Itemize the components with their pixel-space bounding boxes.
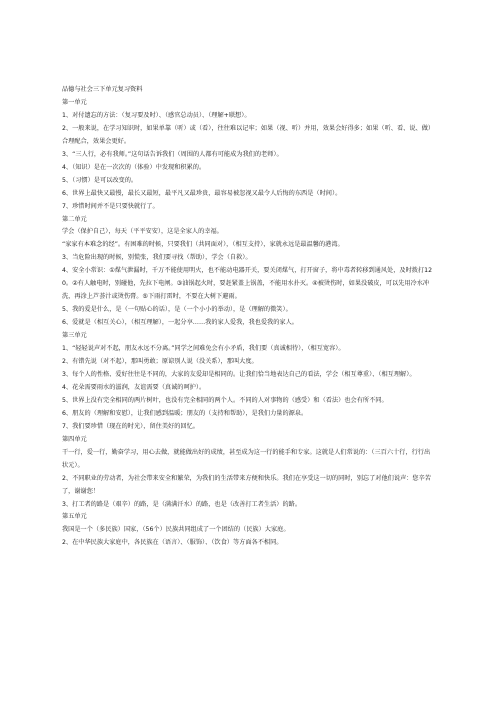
unit-heading: 第一单元 xyxy=(62,98,87,106)
unit-item: 6、朋友的（理解和安慰），让我们感到温暖；朋友的（支持和帮助），是我们力量的源泉。 xyxy=(62,409,308,417)
unit-item: 3、“三人行，必有我师。”这句话告诉我们（周围的人都有可能成为我们的老师）。 xyxy=(62,150,283,158)
unit-heading: 第四单元 xyxy=(62,435,87,443)
document-body xyxy=(62,84,436,550)
document-title: 品德与社会三下单元复习资料 xyxy=(62,86,143,93)
unit-item: 学会（保护自己），每天（平平安安），这是全家人的幸福。 xyxy=(62,228,223,236)
unit-item: 1、对付遗忘的方法：（复习要及时）、（感官总动员）、（理解+联想）。 xyxy=(62,111,251,119)
unit-item: 干一行，爱一行，勤奋学习，用心去做，就能做出好的成绩，甚至成为这一行的能手和专家。这就是人们常说的：（三百六十行，行行出状元）。 xyxy=(62,448,431,469)
unit-item: 4、花朵需要雨水的滋润，友谊需要（真诚的呵护）。 xyxy=(62,383,206,391)
unit-heading: 第三单元 xyxy=(62,332,87,340)
unit-item: 7、珍惜时间并不是只要快就行了。 xyxy=(62,202,159,210)
unit-item: 2、在中华民族大家庭中，各民族在（语言）、（服饰）、（饮食）等方面各不相同。 xyxy=(62,539,283,547)
unit-item: 2、不同职业的劳动者，为社会带来安全和繁荣，为我们的生活带来方便和快乐。我们在享受这一切的同时，别忘了对他们说声：您辛苦了，谢谢您！ xyxy=(62,474,431,495)
unit-item: 4、安全小常识：①煤气泄漏时，千万不能使用明火，也不能动电器开关，要关闭煤气，打开窗子，将中毒者转移到通风处，及时拨打120。②有人触电时，别碰他，先拉下电闸。③油锅起火时，要赶紧盖上锅盖，不能用水扑灭。④被烫伤时，如果没破皮，可以先用冷水冲洗，再涂上芦荟汁或烫伤膏。⑤下雨打雷时，不要在大树下避雨。 xyxy=(62,267,433,301)
unit-item: 2、一般来说，在学习知识时，如果单靠（听）或（看），往往难以记牢；如果（视、听）并用，效果会好得多；如果（听、看、说、做）合理配合，效果会更好。 xyxy=(62,124,435,145)
unit-item: 2、有错先说（对不起），那叫勇敢；原谅别人说（没关系），那叫大度。 xyxy=(62,358,258,366)
unit-item: 5、世界上没有完全相同的两片树叶，也没有完全相同的两个人。不同的人对事物的（感受）和（看法）也会有所不同。 xyxy=(62,396,388,404)
unit-item: 6、爱就是（相互关心），（相互理解），一起分享……我的家人爱我，我也爱我的家人。 xyxy=(62,319,298,327)
unit-item: 3、每个人的性格、爱好往往是不同的，大家的友爱却是相同的。让我们恰当地表达自己的看法，学会（相互尊重）、（相互理解）。 xyxy=(62,370,416,378)
unit-item: 5、（习惯）是可以改变的。 xyxy=(62,176,138,184)
unit-heading: 第五单元 xyxy=(62,513,87,521)
unit-item: 7、我们要珍惜（现在的时光），留住美好的回忆。 xyxy=(62,422,199,430)
unit-item: 4、（知识）是在一次次的（体验）中发现和积累的。 xyxy=(62,163,206,171)
unit-item: 6、世界上最快又最慢，最长又最短，最平凡又最珍贵，最容易被忽视又最令人后悔的东西是（时间）。 xyxy=(62,189,342,197)
unit-heading: 第二单元 xyxy=(62,215,87,223)
unit-item: “家家有本难念的经”。有困难的时候，只要我们（共同面对），（相互支持），家就永远是最温馨的港湾。 xyxy=(62,241,344,249)
unit-item: 1、“轻轻说声对不起，朋友永远不分离。”同学之间难免会有小矛盾，我们要（真诚相待），（相互宽容）。 xyxy=(62,345,345,353)
unit-item: 3、当危险出现的时候，别慌张，我们要寻找（帮助），学会（自救）。 xyxy=(62,254,252,262)
unit-item: 3、打工者的路是（艰辛）的路，是（满满汗水）的路，也是（改善打工者生活）的路。 xyxy=(62,500,302,508)
unit-item: 5、我的爱是什么，是（一句贴心的话），是（一个小小的举动），是（理解的微笑）。 xyxy=(62,306,292,314)
unit-item: 我国是一个（多民族）国家，（56个）民族共同组成了一个团结的（民族）大家庭。 xyxy=(62,526,290,534)
